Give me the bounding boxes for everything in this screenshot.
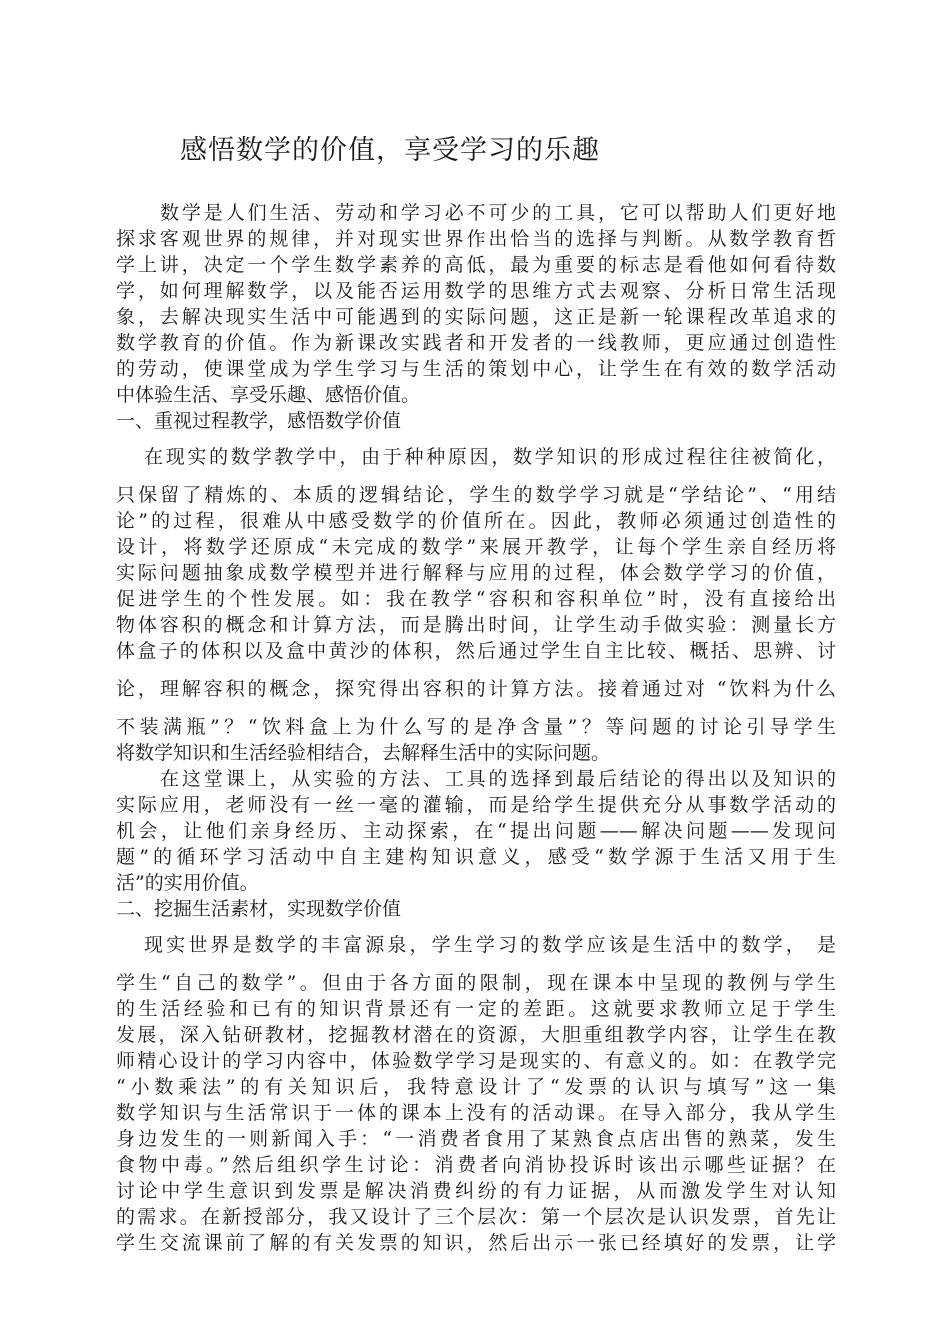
section-heading-1: 一、重视过程教学，感悟数学价值 bbox=[116, 410, 402, 432]
paragraph-line: 学生“自己的数学”。但由于各方面的限制，现在课本中呈现的教例与学生 bbox=[116, 972, 836, 994]
paragraph-line: 食物中毒。”然后组织学生讨论：消费者向消协投诉时该出示哪些证据？在 bbox=[116, 1154, 836, 1176]
paragraph-line: 实际应用，老师没有一丝一毫的灌输，而是给学生提供充分从事数学活动的 bbox=[116, 794, 836, 816]
intro-line: 探求客观世界的规律，并对现实世界作出恰当的选择与判断。从数学教育哲 bbox=[116, 228, 836, 250]
paragraph-line: “小数乘法”的有关知识后，我特意设计了“发票的认识与填写”这一集 bbox=[116, 1076, 836, 1098]
paragraph-line: 学生交流课前了解的有关发票的知识，然后出示一张已经填好的发票，让学 bbox=[116, 1232, 836, 1254]
intro-line: 学上讲，决定一个学生数学素养的高低，最为重要的标志是看他如何看待数 bbox=[116, 254, 836, 276]
paragraph-line: 身边发生的一则新闻入手：“一消费者食用了某熟食点店出售的熟菜，发生 bbox=[116, 1128, 836, 1150]
paragraph-line: 活”的实用价值。 bbox=[116, 872, 259, 894]
intro-line: 学，如何理解数学，以及能否运用数学的思维方式去观察、分析日常生活现 bbox=[116, 280, 836, 302]
paragraph-line: 实际问题抽象成数学模型并进行解释与应用的过程，体会数学学习的价值， bbox=[116, 562, 836, 584]
paragraph-line: 将数学知识和生活经验相结合，去解释生活中的实际问题。 bbox=[116, 742, 611, 764]
intro-line: 中体验生活、享受乐趣、感悟价值。 bbox=[116, 384, 421, 406]
document-title: 感悟数学的价值，享受学习的乐趣 bbox=[180, 135, 600, 166]
paragraph-line: 只保留了精炼的、本质的逻辑结论，学生的数学学习就是“学结论”、“用结 bbox=[116, 484, 836, 506]
paragraph-line: 促进学生的个性发展。如：我在教学“容积和容积单位”时，没有直接给出 bbox=[116, 588, 836, 610]
section-heading-2: 二、挖掘生活素材，实现数学价值 bbox=[116, 898, 402, 920]
paragraph-line: 不装满瓶”？“饮料盒上为什么写的是净含量”？等问题的讨论引导学生 bbox=[116, 716, 836, 738]
paragraph-line: 体盒子的体积以及盒中黄沙的体积，然后通过学生自主比较、概括、思辨、讨 bbox=[116, 640, 836, 662]
paragraph-line: 数学知识与生活常识于一体的课本上没有的活动课。在导入部分，我从学生 bbox=[116, 1102, 836, 1124]
intro-line: 数学是人们生活、劳动和学习必不可少的工具，它可以帮助人们更好地 bbox=[160, 202, 836, 224]
intro-line: 的劳动，使课堂成为学生学习与生活的策划中心，让学生在有效的数学活动 bbox=[116, 358, 836, 380]
paragraph-line: 的需求。在新授部分，我又设计了三个层次：第一个层次是认识发票，首先让 bbox=[116, 1206, 836, 1228]
paragraph-line: 的生活经验和已有的知识背景还有一定的差距。这就要求教师立足于学生 bbox=[116, 998, 836, 1020]
paragraph-line: 发展，深入钻研教材，挖掘教材潜在的资源，大胆重组教学内容，让学生在教 bbox=[116, 1024, 836, 1046]
paragraph-line: 机会，让他们亲身经历、主动探索，在“提出问题——解决问题——发现问 bbox=[116, 820, 836, 842]
intro-line: 数学教育的价值。作为新课改实践者和开发者的一线教师，更应通过创造性 bbox=[116, 332, 836, 354]
paragraph-line: 在这堂课上，从实验的方法、工具的选择到最后结论的得出以及知识的 bbox=[160, 768, 836, 790]
paragraph-line: 现实世界是数学的丰富源泉，学生学习的数学应该是生活中的数学， 是 bbox=[144, 934, 836, 956]
paragraph-line: 论”的过程，很难从中感受数学的价值所在。因此，教师必须通过创造性的 bbox=[116, 510, 836, 532]
intro-line: 象，去解决现实生活中可能遇到的实际问题，这正是新一轮课程改革追求的 bbox=[116, 306, 836, 328]
paragraph-line: 题”的循环学习活动中自主建构知识意义，感受“数学源于生活又用于生 bbox=[116, 846, 836, 868]
paragraph-line: 论，理解容积的概念，探究得出容积的计算方法。接着通过对 “饮料为什么 bbox=[116, 678, 836, 700]
paragraph-line: 设计，将数学还原成“未完成的数学”来展开教学，让每个学生亲自经历将 bbox=[116, 536, 836, 558]
paragraph-line: 师精心设计的学习内容中，体验数学学习是现实的、有意义的。如：在教学完 bbox=[116, 1050, 836, 1072]
paragraph-line: 在现实的数学教学中，由于种种原因，数学知识的形成过程往往被简化， bbox=[144, 446, 836, 468]
paragraph-line: 物体容积的概念和计算方法，而是腾出时间，让学生动手做实验：测量长方 bbox=[116, 614, 836, 636]
paragraph-line: 讨论中学生意识到发票是解决消费纠纷的有力证据，从而激发学生对认知 bbox=[116, 1180, 836, 1202]
